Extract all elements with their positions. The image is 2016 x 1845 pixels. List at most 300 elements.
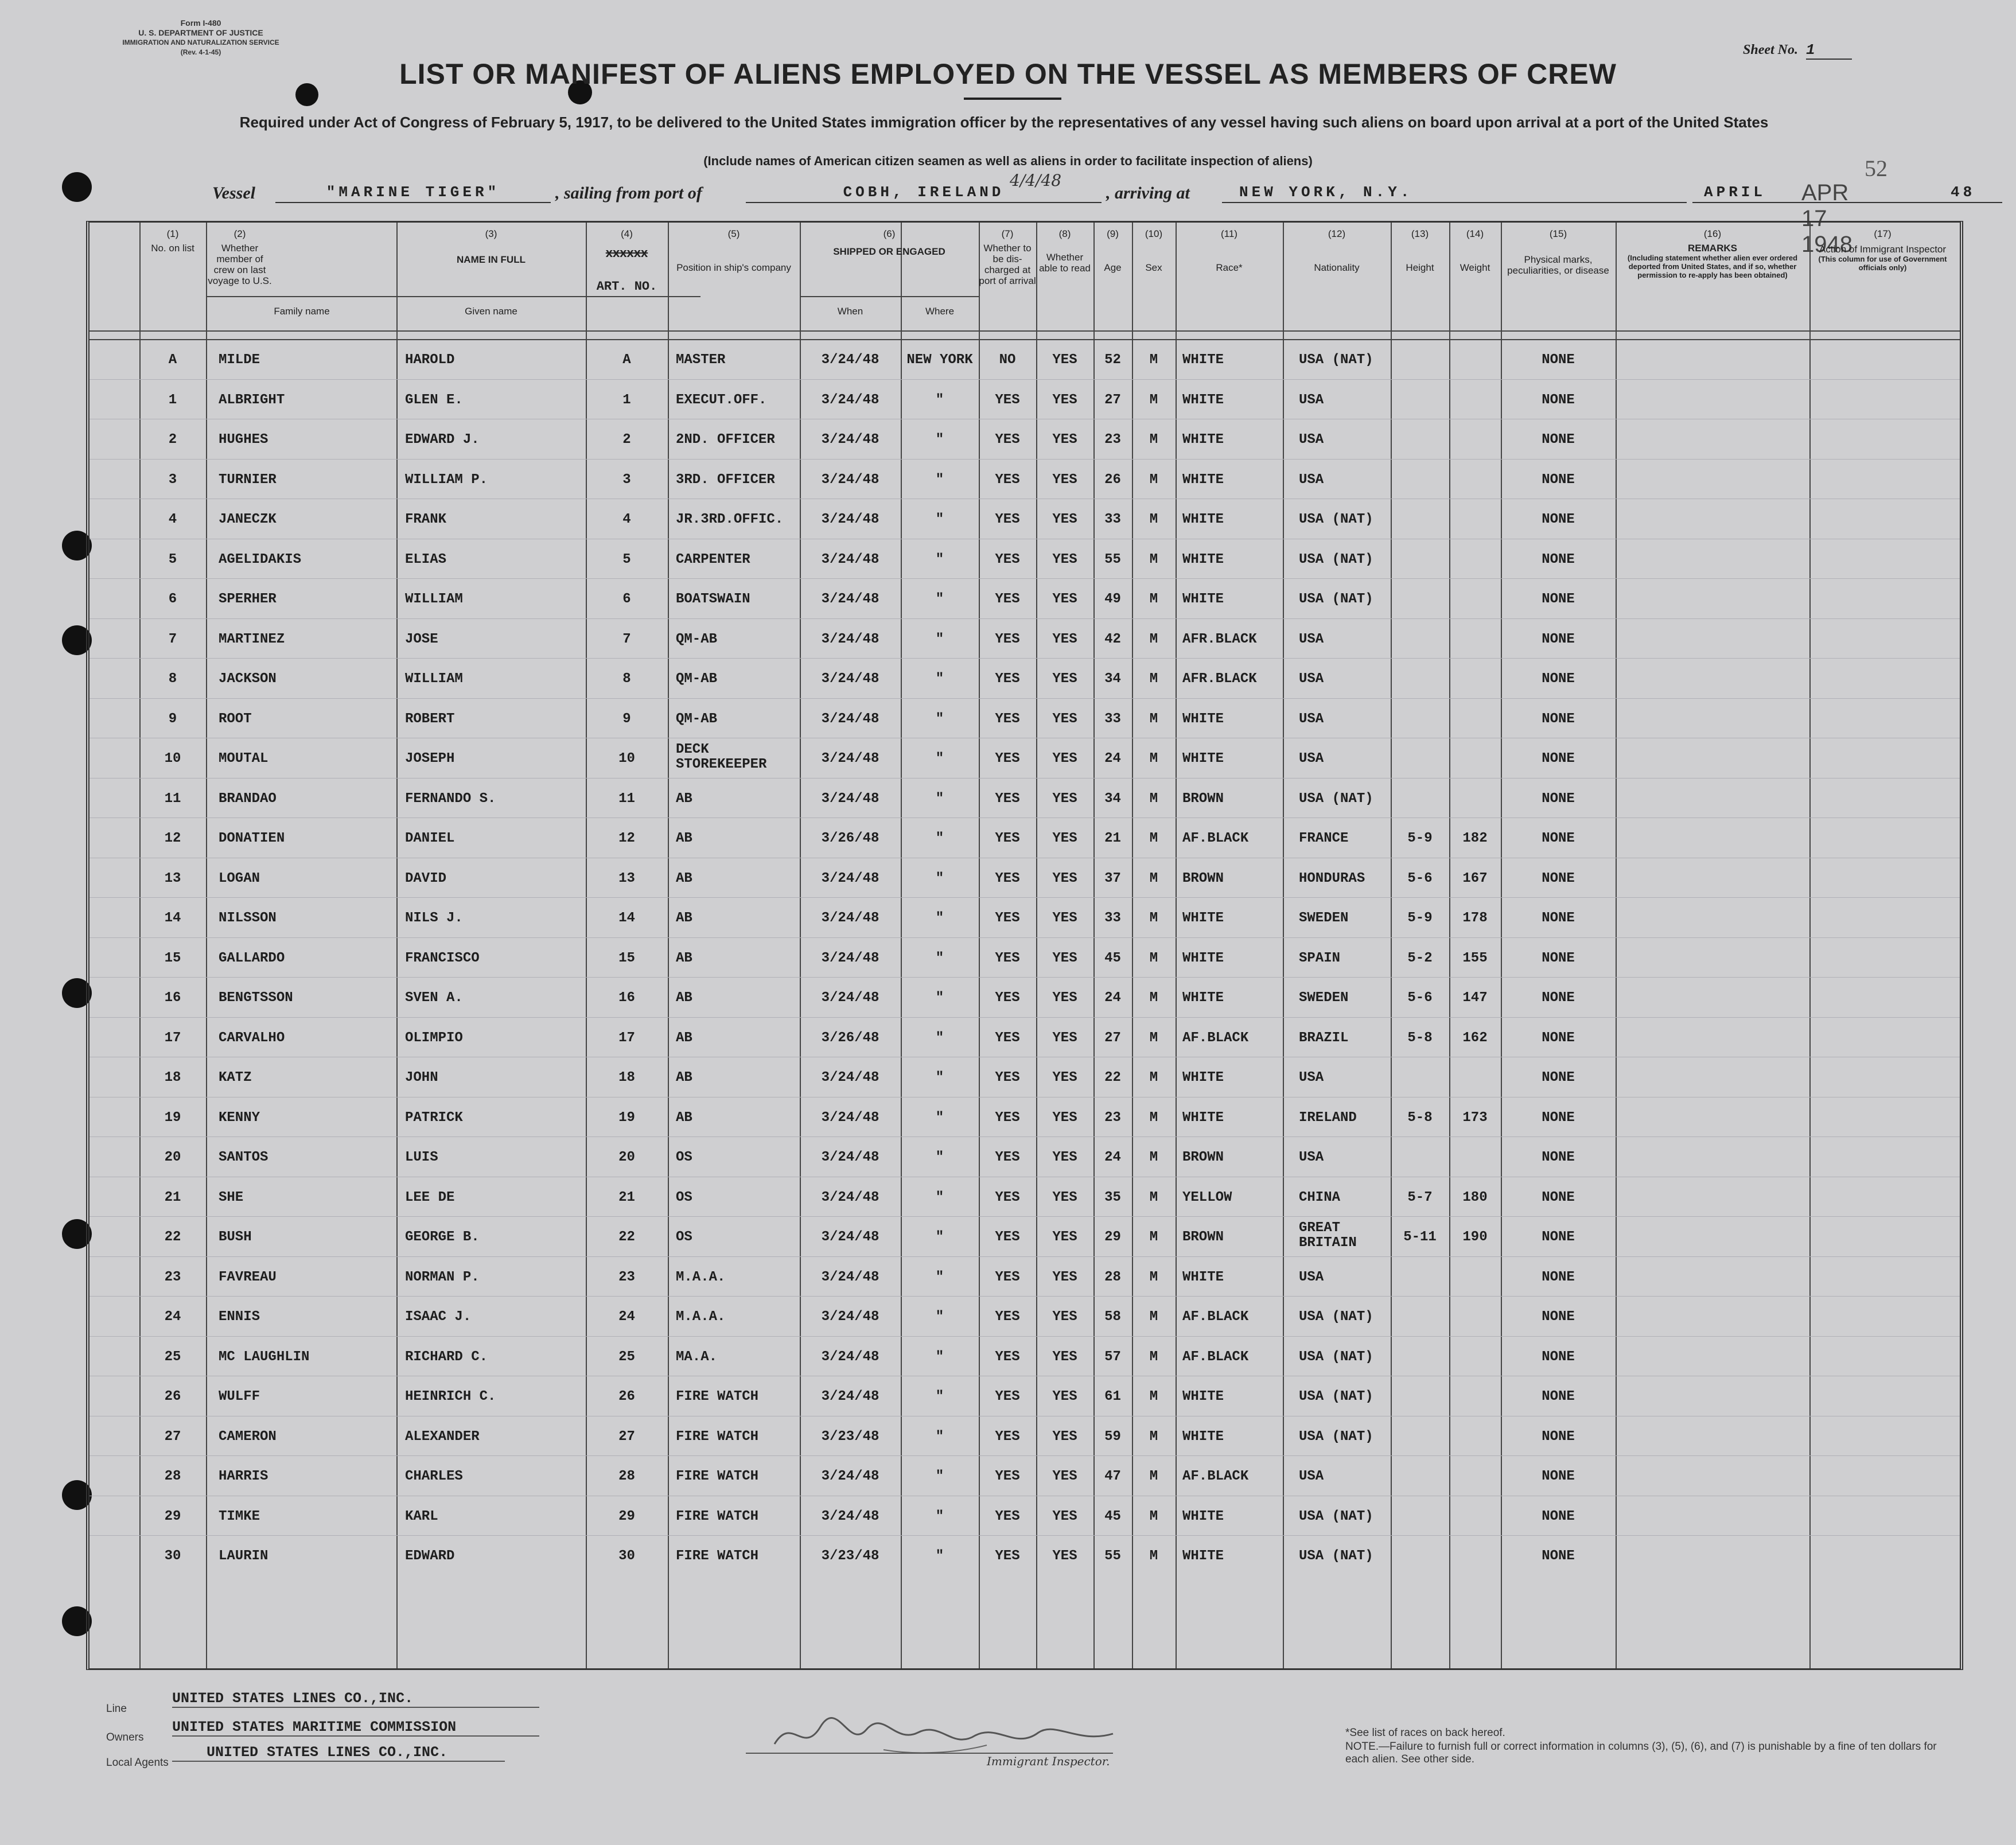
race: WHITE <box>1182 1508 1224 1524</box>
position: AB <box>676 870 692 886</box>
arrival-port: NEW YORK, N.Y. <box>1222 184 1687 203</box>
shipped-where: " <box>935 1309 944 1325</box>
nationality: SWEDEN <box>1299 990 1349 1006</box>
able-to-read: YES <box>1052 671 1077 687</box>
art-number: 11 <box>618 791 635 807</box>
sex: M <box>1149 1030 1158 1046</box>
physical-marks: NONE <box>1542 990 1575 1006</box>
position: AB <box>676 1030 692 1046</box>
shipped-when: 3/24/48 <box>821 1349 879 1365</box>
art-number: 30 <box>618 1548 635 1564</box>
col-no-on-list: (1) No. on list <box>151 228 194 254</box>
nationality: SWEDEN <box>1299 910 1349 926</box>
shipped-when: 3/24/48 <box>821 1309 879 1325</box>
shipped-where: " <box>935 432 944 447</box>
position: 2ND. OFFICER <box>676 432 775 447</box>
physical-marks: NONE <box>1542 1030 1575 1046</box>
art-number: 28 <box>618 1469 635 1484</box>
row-number: 21 <box>164 1189 181 1205</box>
art-number: 19 <box>618 1110 635 1126</box>
row-divider <box>89 1455 1960 1456</box>
owners-label: Owners <box>106 1731 144 1743</box>
age: 23 <box>1104 1110 1121 1126</box>
nationality: USA (NAT) <box>1299 512 1373 527</box>
physical-marks: NONE <box>1542 352 1575 368</box>
physical-marks: NONE <box>1542 950 1575 966</box>
row-number: 23 <box>164 1269 181 1285</box>
given-name: HAROLD <box>405 352 455 368</box>
revision: (Rev. 4-1-45) <box>180 48 221 56</box>
physical-marks: NONE <box>1542 1110 1575 1126</box>
art-number: 20 <box>618 1150 635 1165</box>
given-name: FERNANDO S. <box>405 791 496 807</box>
shipped-where: " <box>935 950 944 966</box>
family-name: CARVALHO <box>219 1030 285 1046</box>
sex: M <box>1149 791 1158 807</box>
given-name: ROBERT <box>405 711 455 727</box>
able-to-read: YES <box>1052 1469 1077 1484</box>
col-sex: (10) Sex <box>1145 228 1163 273</box>
given-name: ISAAC J. <box>405 1309 472 1325</box>
position: MA.A. <box>676 1349 718 1365</box>
family-name: MILDE <box>219 352 260 368</box>
discharged: YES <box>995 870 1020 886</box>
family-name: WULFF <box>219 1389 260 1404</box>
discharged: YES <box>995 1189 1020 1205</box>
row-number: 27 <box>164 1428 181 1445</box>
race: AFR.BLACK <box>1182 631 1257 647</box>
discharged: YES <box>995 990 1020 1006</box>
col-previous-voyage: (2) Whether member of crew on last voyage to U.S. <box>208 228 272 286</box>
row-number: 28 <box>164 1469 181 1484</box>
department: U. S. DEPARTMENT OF JUSTICE <box>138 28 263 37</box>
shipped-where: " <box>935 1428 944 1445</box>
row-number: 6 <box>168 591 177 607</box>
discharged: YES <box>995 512 1020 527</box>
family-name-header: Family name <box>274 306 330 317</box>
physical-marks: NONE <box>1542 512 1575 527</box>
physical-marks: NONE <box>1542 831 1575 846</box>
sex: M <box>1149 1469 1158 1484</box>
nationality: USA <box>1299 432 1324 447</box>
family-name: BENGTSSON <box>219 990 293 1006</box>
sex: M <box>1149 1548 1158 1564</box>
age: 52 <box>1104 352 1121 368</box>
shipped-where: " <box>935 1150 944 1165</box>
art-number: 14 <box>618 910 635 926</box>
discharged: YES <box>995 831 1020 846</box>
family-name: TIMKE <box>219 1508 260 1524</box>
art-number: 4 <box>622 512 631 527</box>
sex: M <box>1149 1269 1158 1285</box>
weight: 147 <box>1462 990 1488 1006</box>
age: 42 <box>1104 631 1121 647</box>
nationality: CHINA <box>1299 1189 1341 1205</box>
family-name: MARTINEZ <box>219 631 285 647</box>
age: 35 <box>1104 1189 1121 1205</box>
shipped-when: 3/24/48 <box>821 591 879 607</box>
art-number: 27 <box>618 1428 635 1445</box>
able-to-read: YES <box>1052 591 1077 607</box>
height: 5-7 <box>1407 1189 1433 1205</box>
given-name: WILLIAM <box>405 671 463 687</box>
row-number: 25 <box>164 1349 181 1365</box>
age: 27 <box>1104 1030 1121 1046</box>
shipped-when: 3/24/48 <box>821 711 879 727</box>
row-divider <box>89 937 1960 938</box>
able-to-read: YES <box>1052 950 1077 966</box>
art-number: 18 <box>618 1070 635 1085</box>
shipped-when: 3/24/48 <box>821 1229 879 1245</box>
row-number: 30 <box>164 1548 181 1564</box>
sex: M <box>1149 1389 1158 1404</box>
col-art-no: (4) xxxxxx ART. NO. <box>596 228 657 294</box>
shipped-when: 3/24/48 <box>821 990 879 1006</box>
shipped-where: " <box>935 1269 944 1285</box>
race: YELLOW <box>1182 1189 1232 1205</box>
given-name: NORMAN P. <box>405 1269 480 1285</box>
position: OS <box>676 1229 692 1245</box>
able-to-read: YES <box>1052 1508 1077 1524</box>
given-name: DAVID <box>405 870 447 886</box>
position: AB <box>676 990 692 1006</box>
position: FIRE WATCH <box>676 1548 759 1564</box>
row-number: 15 <box>164 950 181 966</box>
family-name: SPERHER <box>219 591 277 607</box>
shipped-where: " <box>935 551 944 567</box>
nationality: GREAT BRITAIN <box>1299 1220 1357 1251</box>
race: AF.BLACK <box>1182 1349 1249 1365</box>
family-name: HARRIS <box>219 1469 268 1484</box>
shipped-when: 3/24/48 <box>821 1189 879 1205</box>
position: 3RD. OFFICER <box>676 472 775 488</box>
sex: M <box>1149 950 1158 966</box>
family-name: NILSSON <box>219 910 277 926</box>
discharged: YES <box>995 591 1020 607</box>
able-to-read: YES <box>1052 870 1077 886</box>
weight: 190 <box>1462 1229 1488 1245</box>
row-number: 9 <box>168 711 177 727</box>
shipped-when: 3/24/48 <box>821 1110 879 1126</box>
row-number: 12 <box>164 831 181 846</box>
col-physical-marks: (15) Physical marks, peculiarities, or disease <box>1507 228 1609 276</box>
nationality: USA (NAT) <box>1299 591 1373 607</box>
discharged: YES <box>995 1229 1020 1245</box>
row-number: 20 <box>164 1150 181 1165</box>
age: 28 <box>1104 1269 1121 1285</box>
race: AFR.BLACK <box>1182 671 1257 687</box>
able-to-read: YES <box>1052 1229 1077 1245</box>
given-name: GEORGE B. <box>405 1229 480 1245</box>
sex: M <box>1149 1070 1158 1085</box>
shipped-when: 3/23/48 <box>821 1548 879 1564</box>
col-discharged: (7) Whether to be dis-charged at port of arrival <box>979 228 1036 286</box>
given-name: FRANK <box>405 512 447 527</box>
family-name: BUSH <box>219 1229 252 1245</box>
row-number: 26 <box>164 1389 181 1404</box>
position: EXECUT.OFF. <box>676 392 767 408</box>
position: QM-AB <box>676 671 718 687</box>
given-name: SVEN A. <box>405 990 463 1006</box>
age: 55 <box>1104 551 1121 567</box>
row-number: 2 <box>168 432 177 447</box>
sex: M <box>1149 432 1158 447</box>
shipped-when: 3/24/48 <box>821 1150 879 1165</box>
discharged: YES <box>995 631 1020 647</box>
row-divider <box>89 379 1960 380</box>
position: FIRE WATCH <box>676 1428 759 1445</box>
age: 24 <box>1104 990 1121 1006</box>
nationality: IRELAND <box>1299 1110 1357 1126</box>
sex: M <box>1149 1508 1158 1524</box>
nationality: USA <box>1299 631 1324 647</box>
sex: M <box>1149 1150 1158 1165</box>
able-to-read: YES <box>1052 1548 1077 1564</box>
discharged: YES <box>995 751 1020 766</box>
row-divider <box>89 897 1960 898</box>
row-number: 22 <box>164 1229 181 1245</box>
able-to-read: YES <box>1052 910 1077 926</box>
age: 45 <box>1104 1508 1121 1524</box>
row-number: 10 <box>164 751 181 766</box>
nationality: USA <box>1299 711 1324 727</box>
shipped-when: 3/24/48 <box>821 791 879 807</box>
sex: M <box>1149 591 1158 607</box>
age: 58 <box>1104 1309 1121 1325</box>
race: WHITE <box>1182 751 1224 766</box>
race: WHITE <box>1182 1269 1224 1285</box>
form-id <box>92 18 310 57</box>
handwritten-date: 4/4/48 <box>1010 171 1062 190</box>
race: AF.BLACK <box>1182 1469 1249 1484</box>
shipped-where: NEW YORK <box>906 352 973 368</box>
where-header: Where <box>925 306 955 317</box>
age: 33 <box>1104 711 1121 727</box>
nationality: USA (NAT) <box>1299 352 1373 368</box>
age: 34 <box>1104 671 1121 687</box>
art-number: 26 <box>618 1389 635 1404</box>
line-value: UNITED STATES LINES CO.,INC. <box>172 1690 539 1708</box>
art-number: 1 <box>622 392 631 408</box>
race: AF.BLACK <box>1182 1030 1249 1046</box>
race: WHITE <box>1182 591 1224 607</box>
able-to-read: YES <box>1052 512 1077 527</box>
family-name: MOUTAL <box>219 751 268 766</box>
physical-marks: NONE <box>1542 432 1575 447</box>
physical-marks: NONE <box>1542 1389 1575 1404</box>
race: WHITE <box>1182 990 1224 1006</box>
signature-line <box>746 1753 1113 1754</box>
family-name: ROOT <box>219 711 252 727</box>
art-number: 5 <box>622 551 631 567</box>
discharged: YES <box>995 1030 1020 1046</box>
weight: 180 <box>1462 1189 1488 1205</box>
art-number: 13 <box>618 870 635 886</box>
shipped-when: 3/24/48 <box>821 910 879 926</box>
given-name: CHARLES <box>405 1469 463 1484</box>
departure-port: COBH, IRELAND <box>746 184 1102 203</box>
shipped-when: 3/24/48 <box>821 950 879 966</box>
col-height: (13) Height <box>1406 228 1434 273</box>
sex: M <box>1149 1110 1158 1126</box>
discharged: YES <box>995 1508 1020 1524</box>
physical-marks: NONE <box>1542 1150 1575 1165</box>
race: BROWN <box>1182 1229 1224 1245</box>
physical-marks: NONE <box>1542 791 1575 807</box>
physical-marks: NONE <box>1542 551 1575 567</box>
physical-marks: NONE <box>1542 1428 1575 1445</box>
discharged: YES <box>995 1070 1020 1085</box>
race: AF.BLACK <box>1182 831 1249 846</box>
able-to-read: YES <box>1052 472 1077 488</box>
sheet-value: 1 <box>1806 41 1852 60</box>
shipped-where: " <box>935 831 944 846</box>
shipped-where: " <box>935 990 944 1006</box>
row-number: 11 <box>164 791 181 807</box>
shipped-where: " <box>935 1229 944 1245</box>
able-to-read: YES <box>1052 1110 1077 1126</box>
art-number: 3 <box>622 472 631 488</box>
agents-label: Local Agents <box>106 1757 169 1769</box>
position: FIRE WATCH <box>676 1508 759 1524</box>
when-header: When <box>837 306 863 317</box>
sex: M <box>1149 631 1158 647</box>
subtitle: Required under Act of Congress of February 5, 1917, to be delivered to the United States immigration officer by the representatives of any vessel having such aliens on board upon arrival at a port of the United States <box>239 114 1769 131</box>
given-name: EDWARD J. <box>405 432 480 447</box>
able-to-read: YES <box>1052 1189 1077 1205</box>
family-name: FAVREAU <box>219 1269 277 1285</box>
position: DECK STOREKEEPER <box>676 742 767 772</box>
age: 55 <box>1104 1548 1121 1564</box>
discharged: YES <box>995 1469 1020 1484</box>
col-race: (11) Race* <box>1216 228 1243 273</box>
able-to-read: YES <box>1052 831 1077 846</box>
discharged: YES <box>995 950 1020 966</box>
shipped-where: " <box>935 751 944 766</box>
punch-hole <box>62 172 92 202</box>
age: 57 <box>1104 1349 1121 1365</box>
age: 33 <box>1104 910 1121 926</box>
shipped-where: " <box>935 1469 944 1484</box>
shipped-when: 3/24/48 <box>821 1469 879 1484</box>
sex: M <box>1149 711 1158 727</box>
height: 5-6 <box>1407 990 1433 1006</box>
family-name: DONATIEN <box>219 831 285 846</box>
family-name: JACKSON <box>219 671 277 687</box>
weight: 173 <box>1462 1110 1488 1126</box>
nationality: BRAZIL <box>1299 1030 1349 1046</box>
nationality: FRANCE <box>1299 831 1349 846</box>
nationality: USA (NAT) <box>1299 1309 1373 1325</box>
shipped-where: " <box>935 1508 944 1524</box>
sex: M <box>1149 990 1158 1006</box>
form-number: Form I-480 <box>180 18 221 28</box>
shipped-when: 3/26/48 <box>821 831 879 846</box>
race: WHITE <box>1182 910 1224 926</box>
nationality: USA <box>1299 1269 1324 1285</box>
able-to-read: YES <box>1052 352 1077 368</box>
art-number: 23 <box>618 1269 635 1285</box>
family-name: HUGHES <box>219 432 268 447</box>
weight: 155 <box>1462 950 1488 966</box>
row-divider <box>89 1535 1960 1536</box>
discharged: YES <box>995 1548 1020 1564</box>
able-to-read: YES <box>1052 1428 1077 1445</box>
agents-value: UNITED STATES LINES CO.,INC. <box>172 1744 505 1762</box>
able-to-read: YES <box>1052 990 1077 1006</box>
col-remarks: (16) REMARKS (Including statement whether alien ever ordered deported from United States, and if so, whether permission to re-apply has been obtained) <box>1627 228 1798 279</box>
shipped-when: 3/24/48 <box>821 751 879 766</box>
given-name: FRANCISCO <box>405 950 480 966</box>
race-note: *See list of races on back hereof. <box>1345 1727 1505 1739</box>
row-number: 18 <box>164 1070 181 1085</box>
position: M.A.A. <box>676 1269 726 1285</box>
race: WHITE <box>1182 1548 1224 1564</box>
age: 49 <box>1104 591 1121 607</box>
art-number: 17 <box>618 1030 635 1046</box>
able-to-read: YES <box>1052 631 1077 647</box>
age: 24 <box>1104 1150 1121 1165</box>
physical-marks: NONE <box>1542 392 1575 408</box>
physical-marks: NONE <box>1542 751 1575 766</box>
nationality: USA (NAT) <box>1299 1508 1373 1524</box>
row-divider <box>89 1296 1960 1297</box>
race: WHITE <box>1182 950 1224 966</box>
row-number: 5 <box>168 551 177 567</box>
given-name: JOSE <box>405 631 438 647</box>
position: OS <box>676 1150 692 1165</box>
position: AB <box>676 831 692 846</box>
shipped-where: " <box>935 392 944 408</box>
position: BOATSWAIN <box>676 591 750 607</box>
nationality: USA (NAT) <box>1299 551 1373 567</box>
sex: M <box>1149 751 1158 766</box>
shipped-where: " <box>935 472 944 488</box>
col-able-to-read: (8) Whether able to read <box>1039 228 1091 274</box>
art-number: 24 <box>618 1309 635 1325</box>
race: BROWN <box>1182 791 1224 807</box>
sex: M <box>1149 910 1158 926</box>
shipped-where: " <box>935 671 944 687</box>
art-number: 7 <box>622 631 631 647</box>
physical-marks: NONE <box>1542 1070 1575 1085</box>
able-to-read: YES <box>1052 751 1077 766</box>
shipped-when: 3/24/48 <box>821 512 879 527</box>
service: IMMIGRATION AND NATURALIZATION SERVICE <box>122 38 279 46</box>
race: WHITE <box>1182 432 1224 447</box>
row-divider <box>89 1256 1960 1257</box>
age: 45 <box>1104 950 1121 966</box>
shipped-when: 3/24/48 <box>821 1269 879 1285</box>
row-divider <box>89 658 1960 659</box>
sex: M <box>1149 392 1158 408</box>
discharged: YES <box>995 791 1020 807</box>
art-number: 6 <box>622 591 631 607</box>
shipped-where: " <box>935 1110 944 1126</box>
physical-marks: NONE <box>1542 1469 1575 1484</box>
family-name: KENNY <box>219 1110 260 1126</box>
position: AB <box>676 1070 692 1085</box>
shipped-where: " <box>935 631 944 647</box>
shipped-when: 3/24/48 <box>821 1389 879 1404</box>
able-to-read: YES <box>1052 1150 1077 1165</box>
art-number: 10 <box>618 751 635 766</box>
discharged: YES <box>995 1389 1020 1404</box>
discharged: YES <box>995 711 1020 727</box>
discharged: YES <box>995 472 1020 488</box>
col-nationality: (12) Nationality <box>1314 228 1360 273</box>
given-name: ELIAS <box>405 551 447 567</box>
